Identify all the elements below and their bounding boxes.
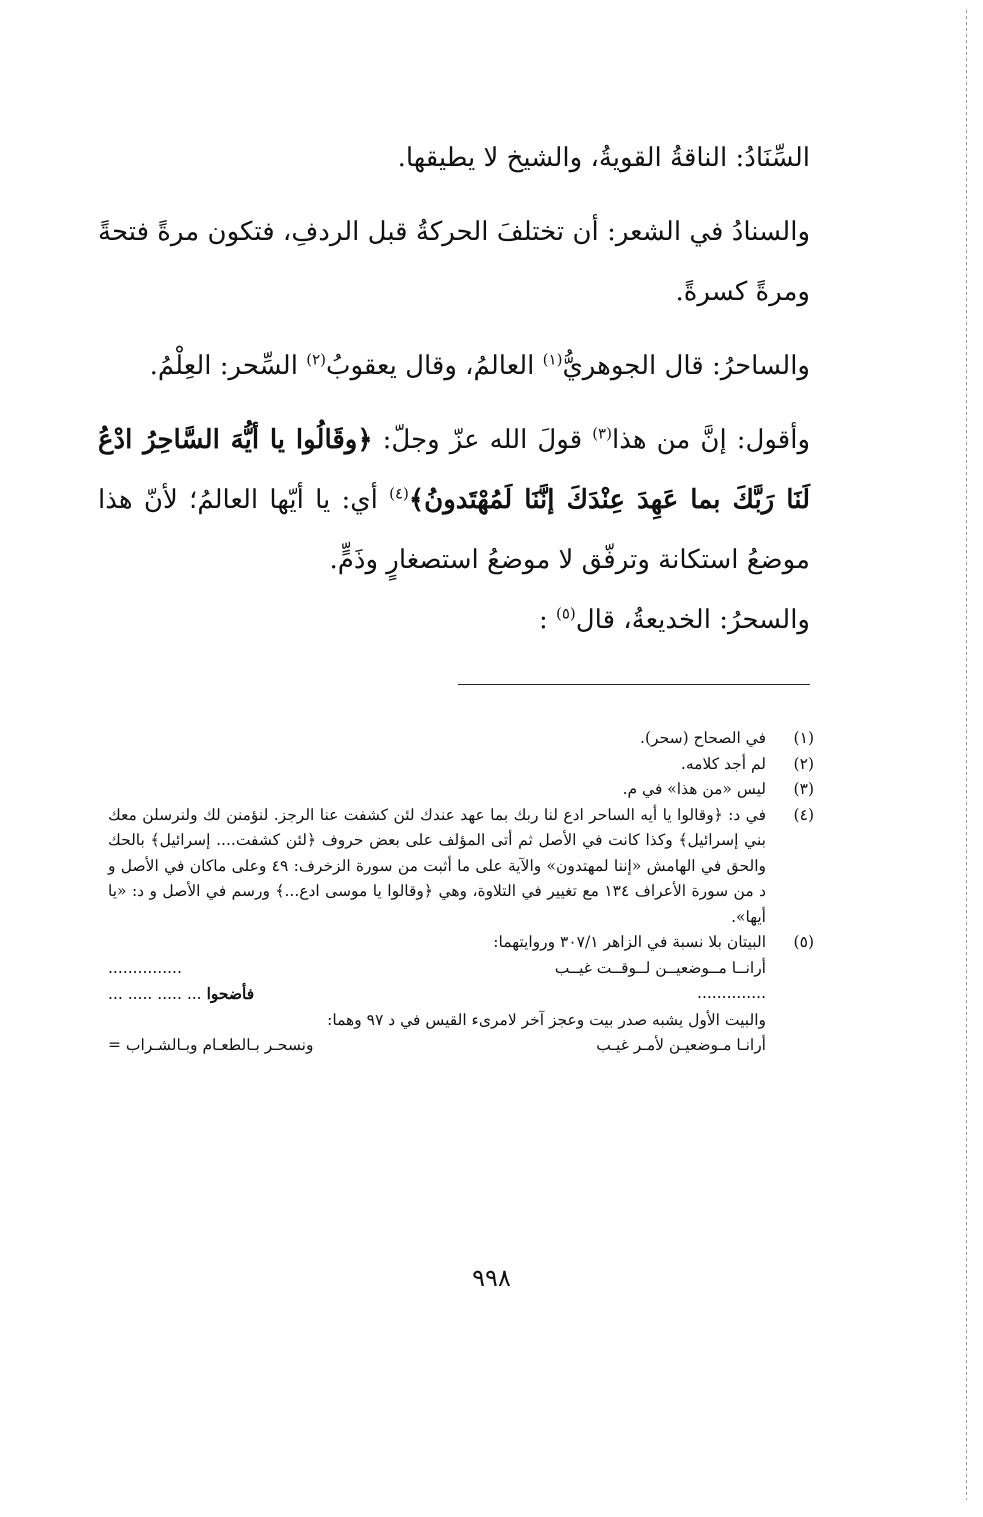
footnote-number: (٥) xyxy=(793,933,814,951)
footnote-5 xyxy=(108,930,814,1059)
footnote-ref-5: (٥) xyxy=(555,604,576,623)
paragraph-sahir: والساحرُ: قال الجوهريُّ$^{(١)}$ العالمُ، وقال يعقوبُ$^{(٢)}$ السِّحر: العِلْمُ. xyxy=(149,350,810,381)
paragraph-aqul: وأقول: إنَّ من هذا$^{(٣)}$ قولَ الله عزّ وجلّ: ﴿وقَالُوا يا أيُّهَ السَّاحِرُ ادْعُ لَنَا رَبَّكَ بما عَهِدَ عِنْدَكَ إنَّنَا لَمُهْتَدونُ﴾$^{(٤)}$ أي: يا أيّها العالمُ؛ لأنّ هذا موضعُ استكانة وترفّق لا موضعُ استصغارٍ وذَمٍّ. xyxy=(98,424,810,575)
quran-verse: ﴿وقَالُوا يا أيُّهَ السَّاحِرُ ادْعُ لَنَا رَبَّكَ بما عَهِدَ عِنْدَكَ إنَّنَا لَمُهْتَدونُ﴾ xyxy=(98,425,810,515)
verse-3-first-half: أرانـا مـوضعيـن لأمـر غيـب xyxy=(596,1036,766,1054)
footnote-4 xyxy=(108,803,814,931)
footnote-ref-4: (٤) xyxy=(389,484,409,503)
page-number: ٩٩٨ xyxy=(472,1264,511,1292)
verse-2 xyxy=(108,981,766,1008)
footnote-ref-1: (١) xyxy=(542,350,563,369)
verse-2-second-half xyxy=(108,981,254,1008)
verse-1-second-half: ............... xyxy=(108,958,182,977)
footnote5-line1: البيتان بلا نسبة في الزاهر ٣٠٧/١ وروايتهما: xyxy=(493,933,766,951)
verse-1 xyxy=(108,956,766,982)
verse-1-first-half: أرانــا مــوضعيــن لــوقــت غيــب xyxy=(554,958,766,977)
footnote5-line2: والبيت الأول يشبه صدر بيت وعجز آخر لامرىء القيس في د ٩٧ وهما: xyxy=(327,1010,766,1029)
paragraph-sinad: السِّنَادُ: الناقةُ القويةُ، والشيخ لا يطيقها. xyxy=(397,143,810,173)
footnote-separator xyxy=(458,684,810,685)
footnotes xyxy=(108,726,814,1059)
footnote-text: في د: ﴿وقالوا يا أيه الساحر ادع لنا ربك بما عهد عندك لئن كشفت عنا الرجز. لنؤمنن لك ولنرسلن معك بني إسرائيل﴾ وكذا كانت في الأصل ثم أتى المؤلف على بعض حروف ﴿لئن كشفت.... إسرائيل﴾ بالحك والحق في الهامش «إننا لمهتدون» والآية على ما أثبت من سورة الزخرف: ٤٩ وعلى ماكان في الأصل و د من سورة الأعراف ١٣٤ مع تغيير في التلاوة، وهي ﴿وقالوا يا موسى ادع...﴾ ورسم في الأصل و د: «يا أيها». xyxy=(108,805,766,926)
verse-2-dots: ... ..... ..... ... xyxy=(108,985,202,1003)
footnote-1 xyxy=(108,726,814,752)
footnote-text: ليس «من هذا» في م. xyxy=(622,780,766,798)
verse-2-first-half: .............. xyxy=(697,984,766,1002)
footnote-2 xyxy=(108,752,814,778)
footnote-ref-2: (٢) xyxy=(306,350,326,369)
footnote-text: لم أجد كلامه. xyxy=(680,754,766,773)
footnote-number: (٤) xyxy=(793,805,814,824)
footnote-text xyxy=(108,930,766,1059)
verse-2-word: فأضحوا xyxy=(206,984,255,1003)
footnote-number: (٢) xyxy=(793,754,814,773)
verse-3 xyxy=(108,1033,766,1059)
paragraph-sinad-poetry: والسنادُ في الشعر: أن تختلفَ الحركةُ قبل الردفِ، فتكون مرةً فتحةً ومرةً كسرةً. xyxy=(98,217,810,307)
footnote-number: (٣) xyxy=(793,780,814,798)
verse-3-second-half: ونسحـر بـالطعـام وبـالشـراب = xyxy=(108,1036,314,1054)
footnote-3 xyxy=(108,777,814,803)
main-text xyxy=(98,128,810,650)
paragraph-sihr: والسحرُ: الخديعةُ، قال$^{(٥)}$ : xyxy=(538,604,810,635)
footnote-number: (١) xyxy=(793,729,814,747)
footnote-ref-3: (٣) xyxy=(592,424,612,443)
footnote-text: في الصحاح (سحر). xyxy=(640,729,766,747)
